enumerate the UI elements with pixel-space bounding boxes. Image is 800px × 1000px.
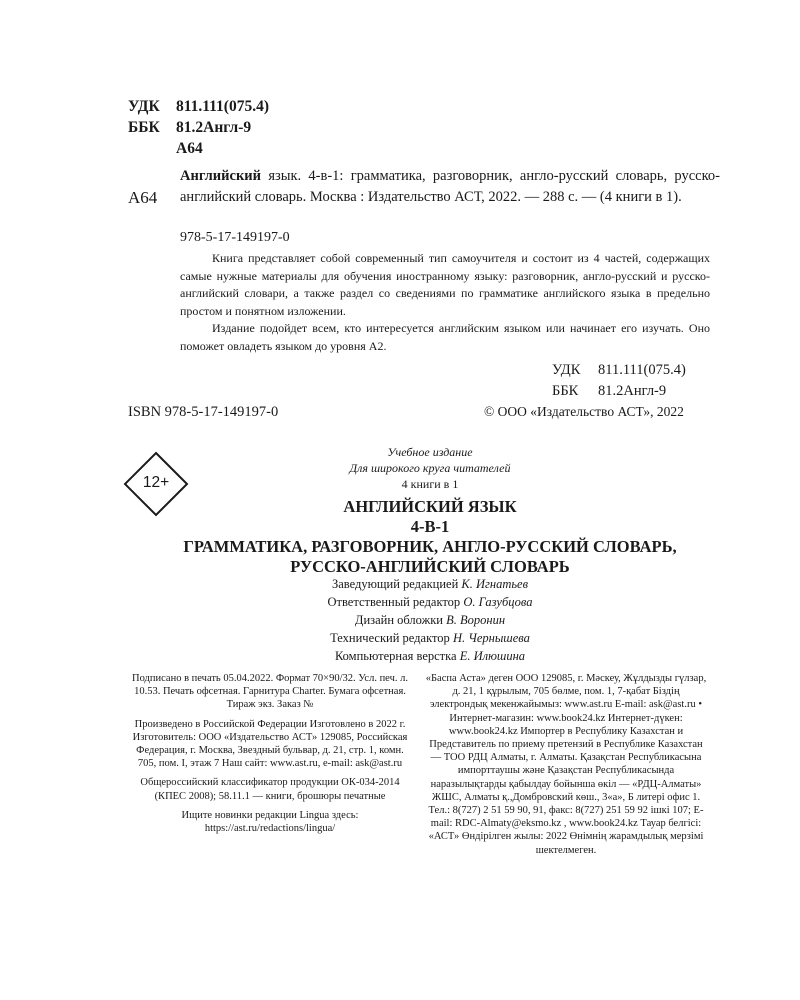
description-text: язык. 4-в-1: грамматика, разговорник, англо-русский словарь, русско-английский словарь. Москва : Издательство АСТ, 2022. — 288 с. — (4 книги в 1). [180, 168, 720, 205]
book-title [160, 497, 700, 577]
staff-name: Е. Илюшина [459, 649, 526, 663]
staff-row [160, 647, 700, 665]
staff-row [160, 611, 700, 629]
title-sub: 4-В-1 [410, 517, 450, 536]
staff-role: Ответственный редактор [327, 595, 464, 609]
print-specs: Подписано в печать 05.04.2022. Формат 70×90/32. Усл. печ. л. 10.53. Печать офсетная. Гарнитура Charter. Бумага офсетная. Тираж экз. Заказ № [132, 673, 408, 711]
age-rating: 12+ [142, 474, 170, 491]
classification-block-top [128, 96, 269, 159]
edition-info [160, 444, 700, 492]
imprint-left [128, 672, 412, 841]
staff-role: Компьютерная верстка [334, 649, 460, 663]
title-main: АНГЛИЙСКИЙ ЯЗЫК [343, 497, 517, 516]
author-sign-side: А64 [128, 188, 158, 207]
staff-name: О. Газубцова [463, 595, 533, 609]
bbk-value: 81.2Англ-9 [176, 119, 252, 136]
staff-role: Заведующий редакцией [331, 577, 462, 591]
kazakhstan-info: «Баспа Аста» деген ООО 129085, г. Мәскеу, Жұлдызды гүлзар, д. 21, 1 құрылым, 705 бөлме, пом. 1, 7-қабат Біздің электрондық мекенжайымыз: www.ast.ru E-mail: ask@ast.ru • Интернет-магазин: www.book24.kz Интернет-дүкен: www.book24.kz Импортер в Республику Казахстан и Представитель по приему претензий в Республике Казахстан — ТОО РДЦ Алматы, г. Алматы. Қазақстан Республикасына импорттаушы және Қазақстан Республикасында наразылықтарды қабылдау бойынша өкіл — «РДЦ-Алматы» ЖШС, Алматы қ.,Домбровский көш., 3«а», Б литері офис 1. Тел.: 8(727) 2 51 59 90, 91, факс: 8(727) 251 59 92 ішкі 107; E-mail: RDC-Almaty@eksmo.kz , www.book24.kz Тауар белгісі: «АСТ» Өндірілген жылы: 2022 Өнімнің жарамдылық мерзімі шектелмеген. [425, 673, 707, 856]
udk-label: УДК [128, 98, 160, 115]
lingua-link: Ищите новинки редакции Lingua здесь: https://ast.ru/redactions/lingua/ [181, 809, 359, 835]
title-line-2: РУССКО-АНГЛИЙСКИЙ СЛОВАРЬ [290, 557, 570, 576]
product-classifier: Общероссийский классификатор продукции ОК-034-2014 (КПЕС 2008); 58.11.1 — книги, брошюры печатные [140, 777, 400, 802]
isbn-number: 978-5-17-149197-0 [180, 230, 290, 245]
udk-label-bottom: УДК [552, 362, 581, 378]
title-word: Английский [180, 168, 262, 184]
edition-type: Учебное издание [387, 445, 473, 459]
edition-series: 4 книги в 1 [401, 477, 459, 491]
staff-role: Дизайн обложки [354, 613, 447, 627]
bbk-label-bottom: ББК [552, 383, 579, 399]
staff-name: В. Воронин [446, 613, 506, 627]
bbk-label: ББК [128, 119, 160, 136]
staff-row [160, 575, 700, 593]
copyright: © ООО «Издательство АСТ», 2022 [484, 404, 684, 419]
classification-block-bottom [552, 360, 686, 402]
isbn-full: ISBN 978-5-17-149197-0 [128, 404, 279, 420]
annotation-paragraph-1: Книга представляет собой современный тип самоучителя и состоит из 4 частей, содержащих самые нужные материалы для обучения иностранному языку: разговорник, англо-русский и русско-английский словари, а также раздел со сведениями по грамматике английского языка в предельно простом и понятном изложении. [180, 251, 710, 318]
staff-name: Н. Чернышева [452, 631, 530, 645]
udk-value: 811.111(075.4) [176, 98, 270, 115]
imprint-right [424, 672, 708, 857]
annotation [180, 250, 710, 355]
edition-audience: Для широкого круга читателей [349, 461, 511, 475]
staff-role: Технический редактор [330, 631, 453, 645]
staff-row [160, 593, 700, 611]
staff-row [160, 629, 700, 647]
udk-value-bottom: 811.111(075.4) [598, 362, 686, 378]
manufacturer-info: Произведено в Российской Федерации Изготовлено в 2022 г. Изготовитель: ООО «Издательство АСТ» 129085, Российская Федерация, г. Москва, Звездный бульвар, д. 21, стр. 1, комн. 705, пом. I, этаж 7 Наш сайт: www.ast.ru, e-mail: ask@ast.ru [132, 718, 408, 770]
staff-list [160, 575, 700, 665]
title-line-1: ГРАММАТИКА, РАЗГОВОРНИК, АНГЛО-РУССКИЙ СЛОВАРЬ, [183, 537, 677, 556]
bbk-value-bottom: 81.2Англ-9 [598, 383, 667, 399]
bibliographic-description [180, 166, 720, 208]
author-sign: А64 [176, 140, 203, 157]
annotation-paragraph-2: Издание подойдет всем, кто интересуется английским языком или начинает его изучать. Оно поможет овладеть языком до уровня А2. [180, 321, 710, 353]
staff-name: К. Игнатьев [461, 577, 529, 591]
